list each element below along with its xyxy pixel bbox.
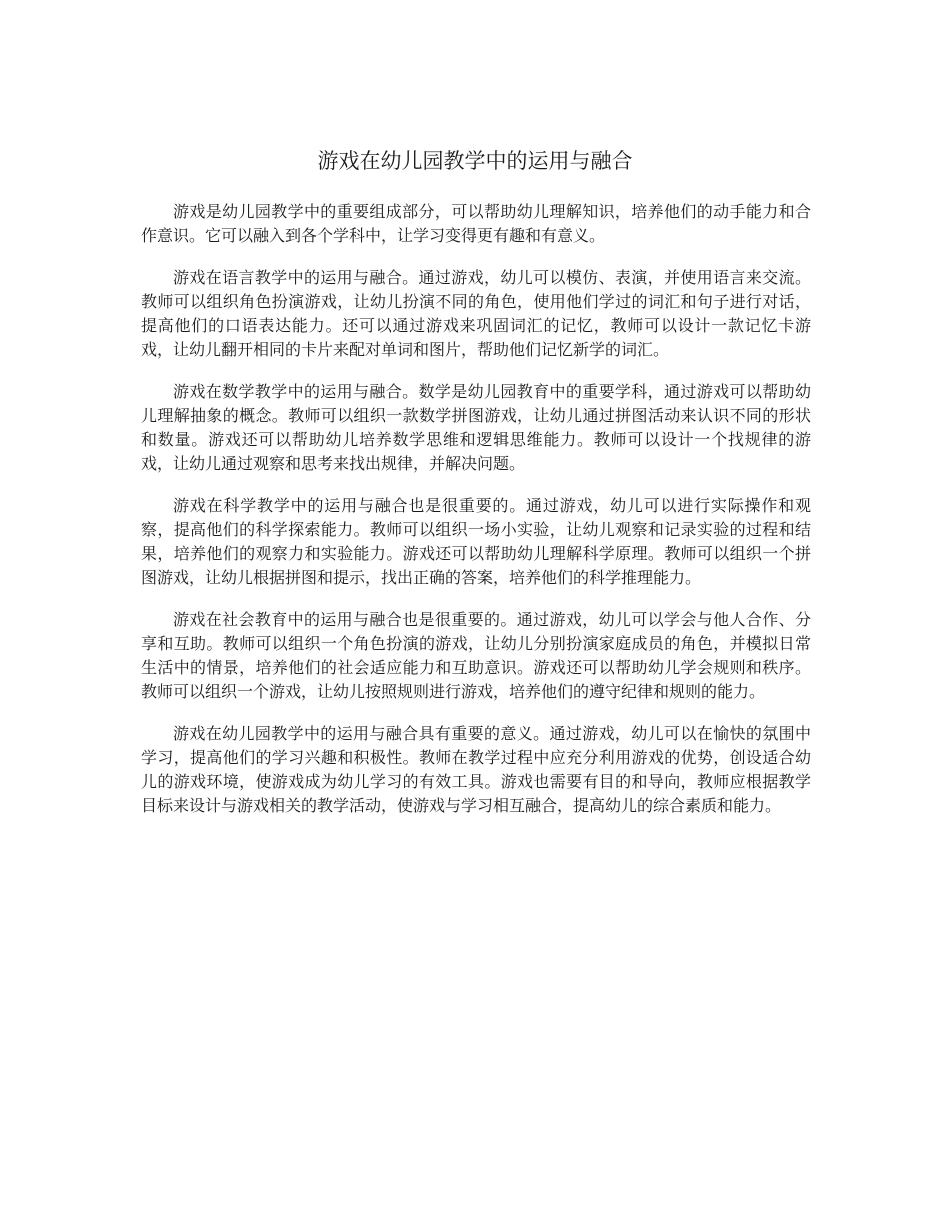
paragraph-science: 游戏在科学教学中的运用与融合也是很重要的。通过游戏，幼儿可以进行实际操作和观察，提高他们的科学探索能力。教师可以组织一场小实验，让幼儿观察和记录实验的过程和结果，培养他们的观察力和实验能力。游戏还可以帮助幼儿理解科学原理。教师可以组织一个拼图游戏，让幼儿根据拼图和提示，找出正确的答案，培养他们的科学推理能力。 xyxy=(141,496,811,587)
paragraph-social: 游戏在社会教育中的运用与融合也是很重要的。通过游戏，幼儿可以学会与他人合作、分享和互助。教师可以组织一个角色扮演的游戏，让幼儿分别扮演家庭成员的角色，并模拟日常生活中的情景，培养他们的社会适应能力和互助意识。游戏还可以帮助幼儿学会规则和秩序。教师可以组织一个游戏，让幼儿按照规则进行游戏，培养他们的遵守纪律和规则的能力。 xyxy=(141,610,811,701)
paragraph-intro: 游戏是幼儿园教学中的重要组成部分，可以帮助幼儿理解知识，培养他们的动手能力和合作意识。它可以融入到各个学科中，让学习变得更有趣和有意义。 xyxy=(141,202,811,245)
document-body xyxy=(141,200,811,836)
paragraph-conclusion: 游戏在幼儿园教学中的运用与融合具有重要的意义。通过游戏，幼儿可以在愉快的氛围中学习，提高他们的学习兴趣和积极性。教师在教学过程中应充分利用游戏的优势，创设适合幼儿的游戏环境，使游戏成为幼儿学习的有效工具。游戏也需要有目的和导向，教师应根据教学目标来设计与游戏相关的教学活动，使游戏与学习相互融合，提高幼儿的综合素质和能力。 xyxy=(141,724,811,815)
paragraph-math: 游戏在数学教学中的运用与融合。数学是幼儿园教育中的重要学科，通过游戏可以帮助幼儿理解抽象的概念。教师可以组织一款数学拼图游戏，让幼儿通过拼图活动来认识不同的形状和数量。游戏还可以帮助幼儿培养数学思维和逻辑思维能力。教师可以设计一个找规律的游戏，让幼儿通过观察和思考来找出规律，并解决问题。 xyxy=(141,382,811,473)
document-title: 游戏在幼儿园教学中的运用与融合 xyxy=(317,149,633,173)
paragraph-language: 游戏在语言教学中的运用与融合。通过游戏，幼儿可以模仿、表演，并使用语言来交流。教师可以组织角色扮演游戏，让幼儿扮演不同的角色，使用他们学过的词汇和句子进行对话，提高他们的口语表达能力。还可以通过游戏来巩固词汇的记忆，教师可以设计一款记忆卡游戏，让幼儿翻开相同的卡片来配对单词和图片，帮助他们记忆新学的词汇。 xyxy=(141,268,811,359)
